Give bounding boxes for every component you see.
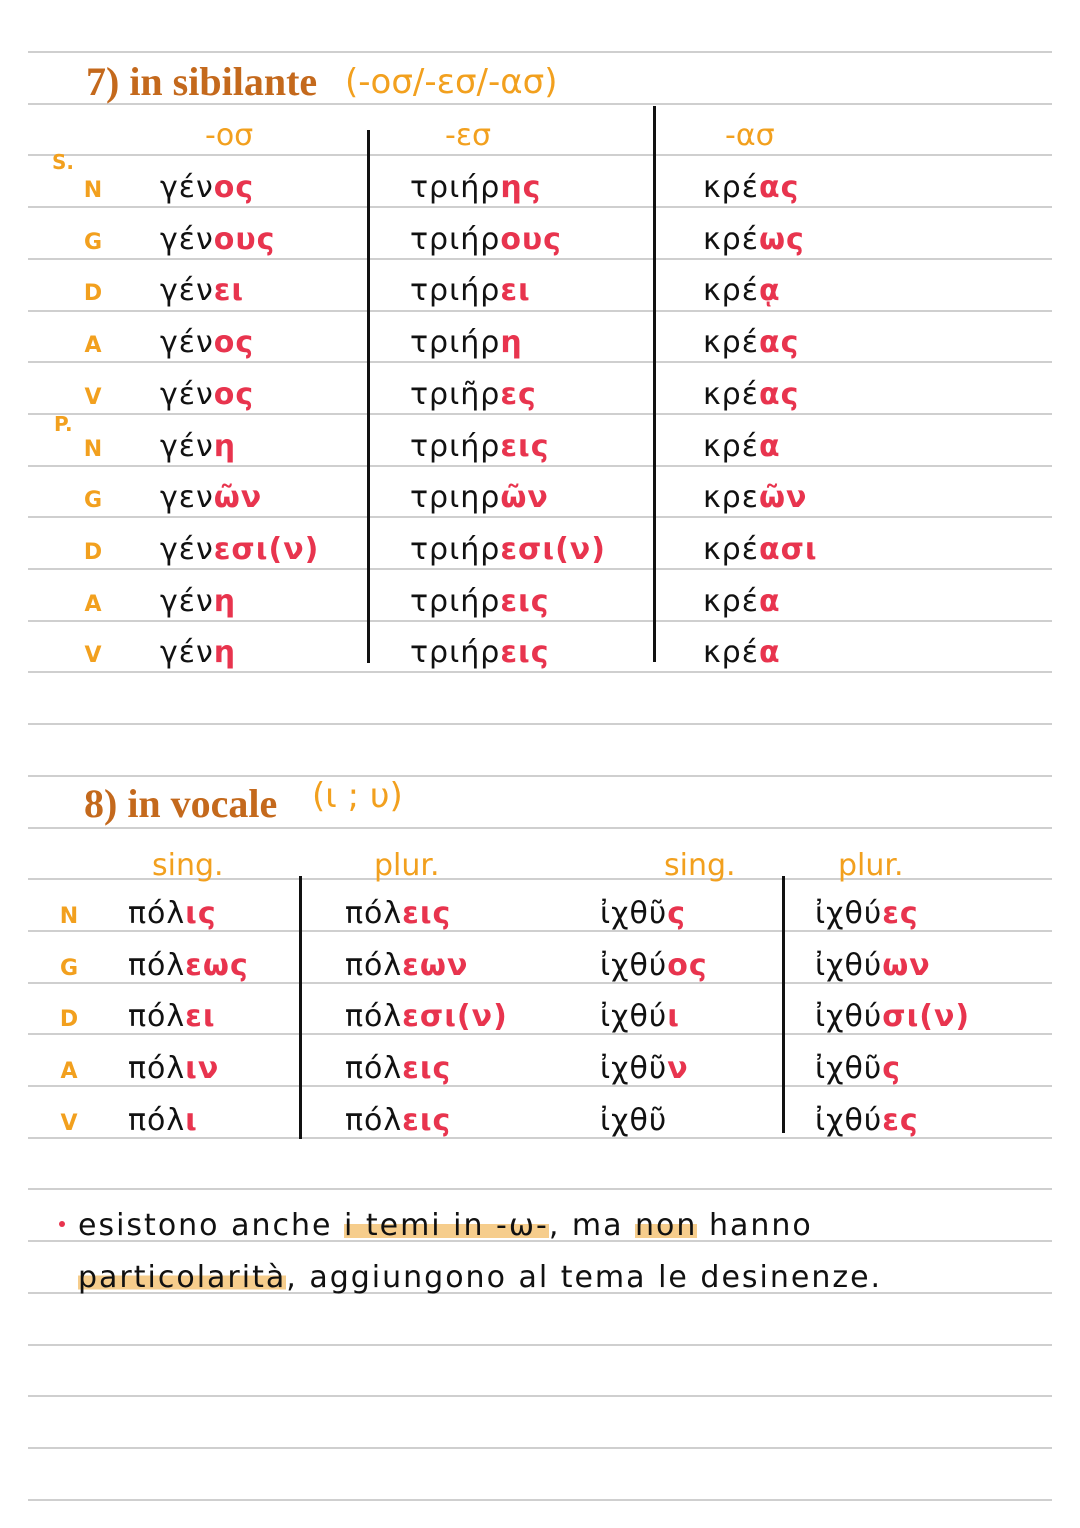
column-header-es: -εσ bbox=[445, 118, 492, 153]
declension-form bbox=[600, 999, 680, 1034]
word-stem: γέν bbox=[160, 376, 214, 412]
word-ending: ως bbox=[758, 221, 805, 257]
case-label: G bbox=[83, 229, 103, 255]
word-ending: α bbox=[758, 428, 781, 464]
word-ending: ῶν bbox=[500, 480, 549, 516]
word-ending: ας bbox=[758, 325, 800, 361]
declension-form bbox=[703, 222, 805, 257]
word-stem: τριήρ bbox=[410, 273, 501, 309]
note-text: , aggiungono al tema le desinenze. bbox=[286, 1260, 883, 1295]
declension-form bbox=[410, 584, 549, 619]
word-stem: πόλ bbox=[128, 947, 186, 983]
word-ending: η bbox=[213, 428, 237, 464]
section-7-subtitle: (-οσ/-εσ/-ασ) bbox=[345, 62, 558, 102]
declension-form bbox=[600, 896, 686, 931]
word-ending: ῶν bbox=[213, 480, 263, 516]
word-stem: γέν bbox=[160, 221, 214, 257]
word-ending: ος bbox=[667, 947, 708, 983]
word-stem: ἰχθύ bbox=[815, 1102, 883, 1138]
word-ending: εις bbox=[402, 1051, 452, 1087]
ruled-line bbox=[28, 1447, 1052, 1449]
declension-form bbox=[703, 170, 799, 205]
declension-form bbox=[410, 429, 549, 464]
declension-form bbox=[410, 377, 537, 412]
word-ending: ς bbox=[667, 896, 686, 931]
ruled-line bbox=[28, 775, 1052, 777]
word-ending: ος bbox=[213, 325, 255, 361]
word-ending: εσι(ν) bbox=[500, 531, 606, 567]
word-stem: κρέ bbox=[703, 221, 759, 257]
column-header-as: -ασ bbox=[725, 118, 775, 153]
declension-form bbox=[703, 584, 781, 619]
declension-form bbox=[815, 1103, 919, 1138]
word-stem: πόλ bbox=[345, 1102, 403, 1138]
word-stem: ἰχθῦ bbox=[600, 896, 668, 931]
word-stem: γέν bbox=[160, 428, 214, 464]
declension-form bbox=[128, 896, 217, 931]
word-stem: τριηρ bbox=[410, 480, 501, 516]
word-stem: τριήρ bbox=[410, 325, 501, 361]
word-stem: τριήρ bbox=[410, 531, 501, 567]
word-stem: κρέ bbox=[703, 583, 759, 619]
word-stem: πόλ bbox=[345, 947, 403, 983]
word-stem: τριήρ bbox=[410, 583, 501, 619]
declension-form bbox=[160, 273, 244, 308]
column-header-plur-2: plur. bbox=[838, 848, 904, 883]
word-stem: τριήρ bbox=[410, 635, 501, 671]
word-stem: ἰχθύ bbox=[600, 999, 668, 1035]
word-ending: η bbox=[213, 583, 237, 619]
ruled-line bbox=[28, 51, 1052, 53]
word-ending: ν bbox=[667, 1051, 689, 1087]
word-ending: ει bbox=[500, 273, 531, 309]
ruled-line bbox=[28, 413, 1052, 415]
ruled-line bbox=[28, 827, 1052, 829]
declension-form bbox=[600, 1103, 667, 1138]
ruled-line bbox=[28, 154, 1052, 156]
word-stem: ἰχθύ bbox=[815, 999, 883, 1035]
word-stem: γέν bbox=[160, 531, 214, 567]
declension-form bbox=[703, 532, 818, 567]
ruled-line bbox=[28, 568, 1052, 570]
declension-form bbox=[160, 377, 254, 412]
word-ending: ους bbox=[213, 221, 276, 257]
word-ending: εσι(ν) bbox=[213, 531, 320, 567]
highlighted-text: non bbox=[635, 1208, 698, 1243]
declension-form bbox=[815, 999, 970, 1034]
word-ending: ους bbox=[500, 221, 562, 257]
word-stem: κρέ bbox=[703, 635, 759, 671]
declension-form bbox=[703, 429, 781, 464]
declension-form bbox=[128, 948, 249, 983]
declension-form bbox=[703, 325, 799, 360]
word-stem: κρέ bbox=[703, 273, 759, 309]
note-text: esistono anche bbox=[78, 1208, 344, 1243]
case-label: D bbox=[83, 539, 103, 565]
note-line-2 bbox=[78, 1260, 882, 1295]
word-ending: εις bbox=[500, 428, 550, 464]
word-stem: πόλ bbox=[128, 1051, 186, 1087]
word-stem: πόλ bbox=[345, 1051, 403, 1087]
declension-form bbox=[410, 635, 549, 670]
declension-form bbox=[345, 896, 451, 931]
word-ending: εις bbox=[500, 635, 550, 671]
ruled-line bbox=[28, 1499, 1052, 1501]
word-stem: πόλ bbox=[345, 896, 403, 931]
declension-form bbox=[815, 896, 919, 931]
declension-form bbox=[815, 948, 931, 983]
word-ending: ει bbox=[185, 999, 216, 1035]
word-ending: ες bbox=[882, 1102, 919, 1138]
word-ending: η bbox=[500, 325, 523, 361]
highlighted-text: i temi in -ω- bbox=[343, 1208, 549, 1243]
declension-form bbox=[345, 999, 508, 1034]
declension-form bbox=[410, 222, 562, 257]
declension-form bbox=[128, 1051, 219, 1086]
ruled-line bbox=[28, 671, 1052, 673]
word-stem: ἰχθύ bbox=[600, 947, 668, 983]
word-ending: ος bbox=[213, 376, 255, 412]
declension-form bbox=[410, 480, 549, 515]
word-ending: η bbox=[213, 635, 237, 671]
word-ending: ας bbox=[758, 170, 800, 205]
column-header-plur-1: plur. bbox=[374, 848, 440, 883]
case-label: A bbox=[84, 591, 102, 617]
word-ending: εως bbox=[185, 947, 249, 983]
declension-form bbox=[703, 273, 781, 308]
word-stem: τριήρ bbox=[410, 221, 501, 257]
declension-form bbox=[160, 532, 319, 567]
bullet-icon bbox=[59, 1221, 65, 1227]
declension-form bbox=[600, 1051, 689, 1086]
word-stem: ἰχθῦ bbox=[600, 1051, 668, 1087]
plural-label: P. bbox=[54, 412, 73, 436]
word-ending: ες bbox=[882, 896, 919, 931]
word-stem: ἰχθύ bbox=[815, 896, 883, 931]
word-stem: τριήρ bbox=[410, 170, 501, 205]
ruled-line bbox=[28, 516, 1052, 518]
word-stem: ἰχθῦ bbox=[600, 1102, 668, 1138]
ruled-line bbox=[28, 1344, 1052, 1346]
ruled-line bbox=[28, 206, 1052, 208]
word-ending: ιν bbox=[185, 1051, 220, 1087]
declension-form bbox=[160, 480, 262, 515]
word-stem: κρέ bbox=[703, 428, 759, 464]
word-stem: ἰχθῦ bbox=[815, 1051, 883, 1087]
word-stem: κρε bbox=[703, 480, 759, 516]
column-header-os: -οσ bbox=[205, 118, 254, 153]
word-stem: τριήρ bbox=[410, 428, 501, 464]
case-label: V bbox=[84, 384, 102, 410]
declension-form bbox=[600, 948, 708, 983]
word-ending: ες bbox=[500, 376, 537, 412]
column-divider bbox=[367, 130, 370, 663]
declension-form bbox=[160, 170, 254, 205]
word-stem: κρέ bbox=[703, 170, 759, 205]
declension-form bbox=[410, 325, 523, 360]
section-8-subtitle: (ι ; υ) bbox=[312, 776, 403, 816]
word-ending: ι bbox=[185, 1102, 198, 1138]
declension-form bbox=[128, 1103, 198, 1138]
word-stem: πόλ bbox=[128, 999, 186, 1035]
declension-form bbox=[160, 325, 254, 360]
declension-form bbox=[128, 999, 216, 1034]
ruled-line bbox=[28, 310, 1052, 312]
word-stem: γεν bbox=[160, 480, 214, 516]
case-label: V bbox=[60, 1110, 78, 1136]
word-ending: α bbox=[758, 635, 781, 671]
declension-form bbox=[160, 584, 236, 619]
word-ending: σι(ν) bbox=[882, 999, 971, 1035]
word-stem: κρέ bbox=[703, 531, 759, 567]
case-label: G bbox=[83, 488, 103, 514]
word-stem: πόλ bbox=[128, 1102, 186, 1138]
word-stem: γέν bbox=[160, 170, 214, 205]
case-label: N bbox=[83, 436, 103, 462]
column-divider bbox=[782, 876, 785, 1133]
word-ending: εις bbox=[500, 583, 550, 619]
column-divider bbox=[653, 106, 656, 662]
word-stem: κρέ bbox=[703, 376, 759, 412]
note-line-1 bbox=[78, 1208, 813, 1243]
declension-form bbox=[410, 273, 531, 308]
section-8-title: 8) in vocale bbox=[84, 781, 278, 826]
declension-form bbox=[410, 532, 606, 567]
word-ending: ης bbox=[500, 170, 542, 205]
case-label: V bbox=[84, 643, 102, 669]
word-ending: α bbox=[758, 583, 781, 619]
ruled-line bbox=[28, 1395, 1052, 1397]
declension-form bbox=[345, 1051, 451, 1086]
column-header-sing-2: sing. bbox=[664, 848, 736, 883]
case-label: D bbox=[83, 281, 103, 307]
word-ending: ασι bbox=[758, 531, 818, 567]
ruled-line bbox=[28, 723, 1052, 725]
word-stem: τριῆρ bbox=[410, 376, 501, 412]
word-ending: ς bbox=[882, 1051, 901, 1087]
declension-form bbox=[345, 1103, 451, 1138]
column-divider bbox=[299, 876, 302, 1139]
word-stem: πόλ bbox=[345, 999, 403, 1035]
declension-form bbox=[815, 1051, 901, 1086]
word-stem: ἰχθύ bbox=[815, 947, 883, 983]
ruled-line bbox=[28, 361, 1052, 363]
word-ending: ι bbox=[667, 999, 680, 1035]
case-label: D bbox=[59, 1007, 79, 1033]
declension-form bbox=[160, 635, 236, 670]
word-stem: πόλ bbox=[128, 896, 186, 931]
word-stem: κρέ bbox=[703, 325, 759, 361]
case-label: A bbox=[60, 1059, 78, 1085]
declension-form bbox=[703, 480, 807, 515]
singular-label: S. bbox=[52, 150, 75, 174]
word-ending: εων bbox=[402, 947, 469, 983]
declension-form bbox=[410, 170, 541, 205]
word-ending: εις bbox=[402, 1102, 452, 1138]
column-header-sing-1: sing. bbox=[152, 848, 224, 883]
word-ending: εσι(ν) bbox=[402, 999, 508, 1035]
word-ending: ων bbox=[882, 947, 931, 983]
word-ending: ος bbox=[213, 170, 255, 205]
word-stem: γέν bbox=[160, 273, 214, 309]
declension-form bbox=[160, 222, 275, 257]
declension-form bbox=[345, 948, 468, 983]
ruled-line bbox=[28, 1188, 1052, 1190]
declension-form bbox=[703, 377, 799, 412]
declension-form bbox=[160, 429, 236, 464]
word-ending: ις bbox=[185, 896, 217, 931]
ruled-line bbox=[28, 258, 1052, 260]
word-stem: γέν bbox=[160, 325, 214, 361]
note-text: hanno bbox=[697, 1208, 813, 1243]
case-label: N bbox=[59, 904, 79, 929]
case-label: A bbox=[84, 333, 102, 359]
word-ending: ει bbox=[213, 273, 245, 309]
declension-form bbox=[703, 635, 781, 670]
ruled-line bbox=[28, 620, 1052, 622]
case-label: G bbox=[59, 955, 79, 981]
word-stem: γέν bbox=[160, 583, 214, 619]
ruled-line bbox=[28, 465, 1052, 467]
word-ending: ᾳ bbox=[758, 273, 781, 309]
case-label: N bbox=[83, 178, 103, 203]
word-stem: γέν bbox=[160, 635, 214, 671]
section-7-title: 7) in sibilante bbox=[86, 59, 318, 104]
highlighted-text: particolarità bbox=[78, 1260, 287, 1295]
word-ending: ας bbox=[758, 376, 800, 412]
word-ending: εις bbox=[402, 896, 452, 931]
note-text: , ma bbox=[548, 1208, 636, 1243]
word-ending: ῶν bbox=[758, 480, 808, 516]
